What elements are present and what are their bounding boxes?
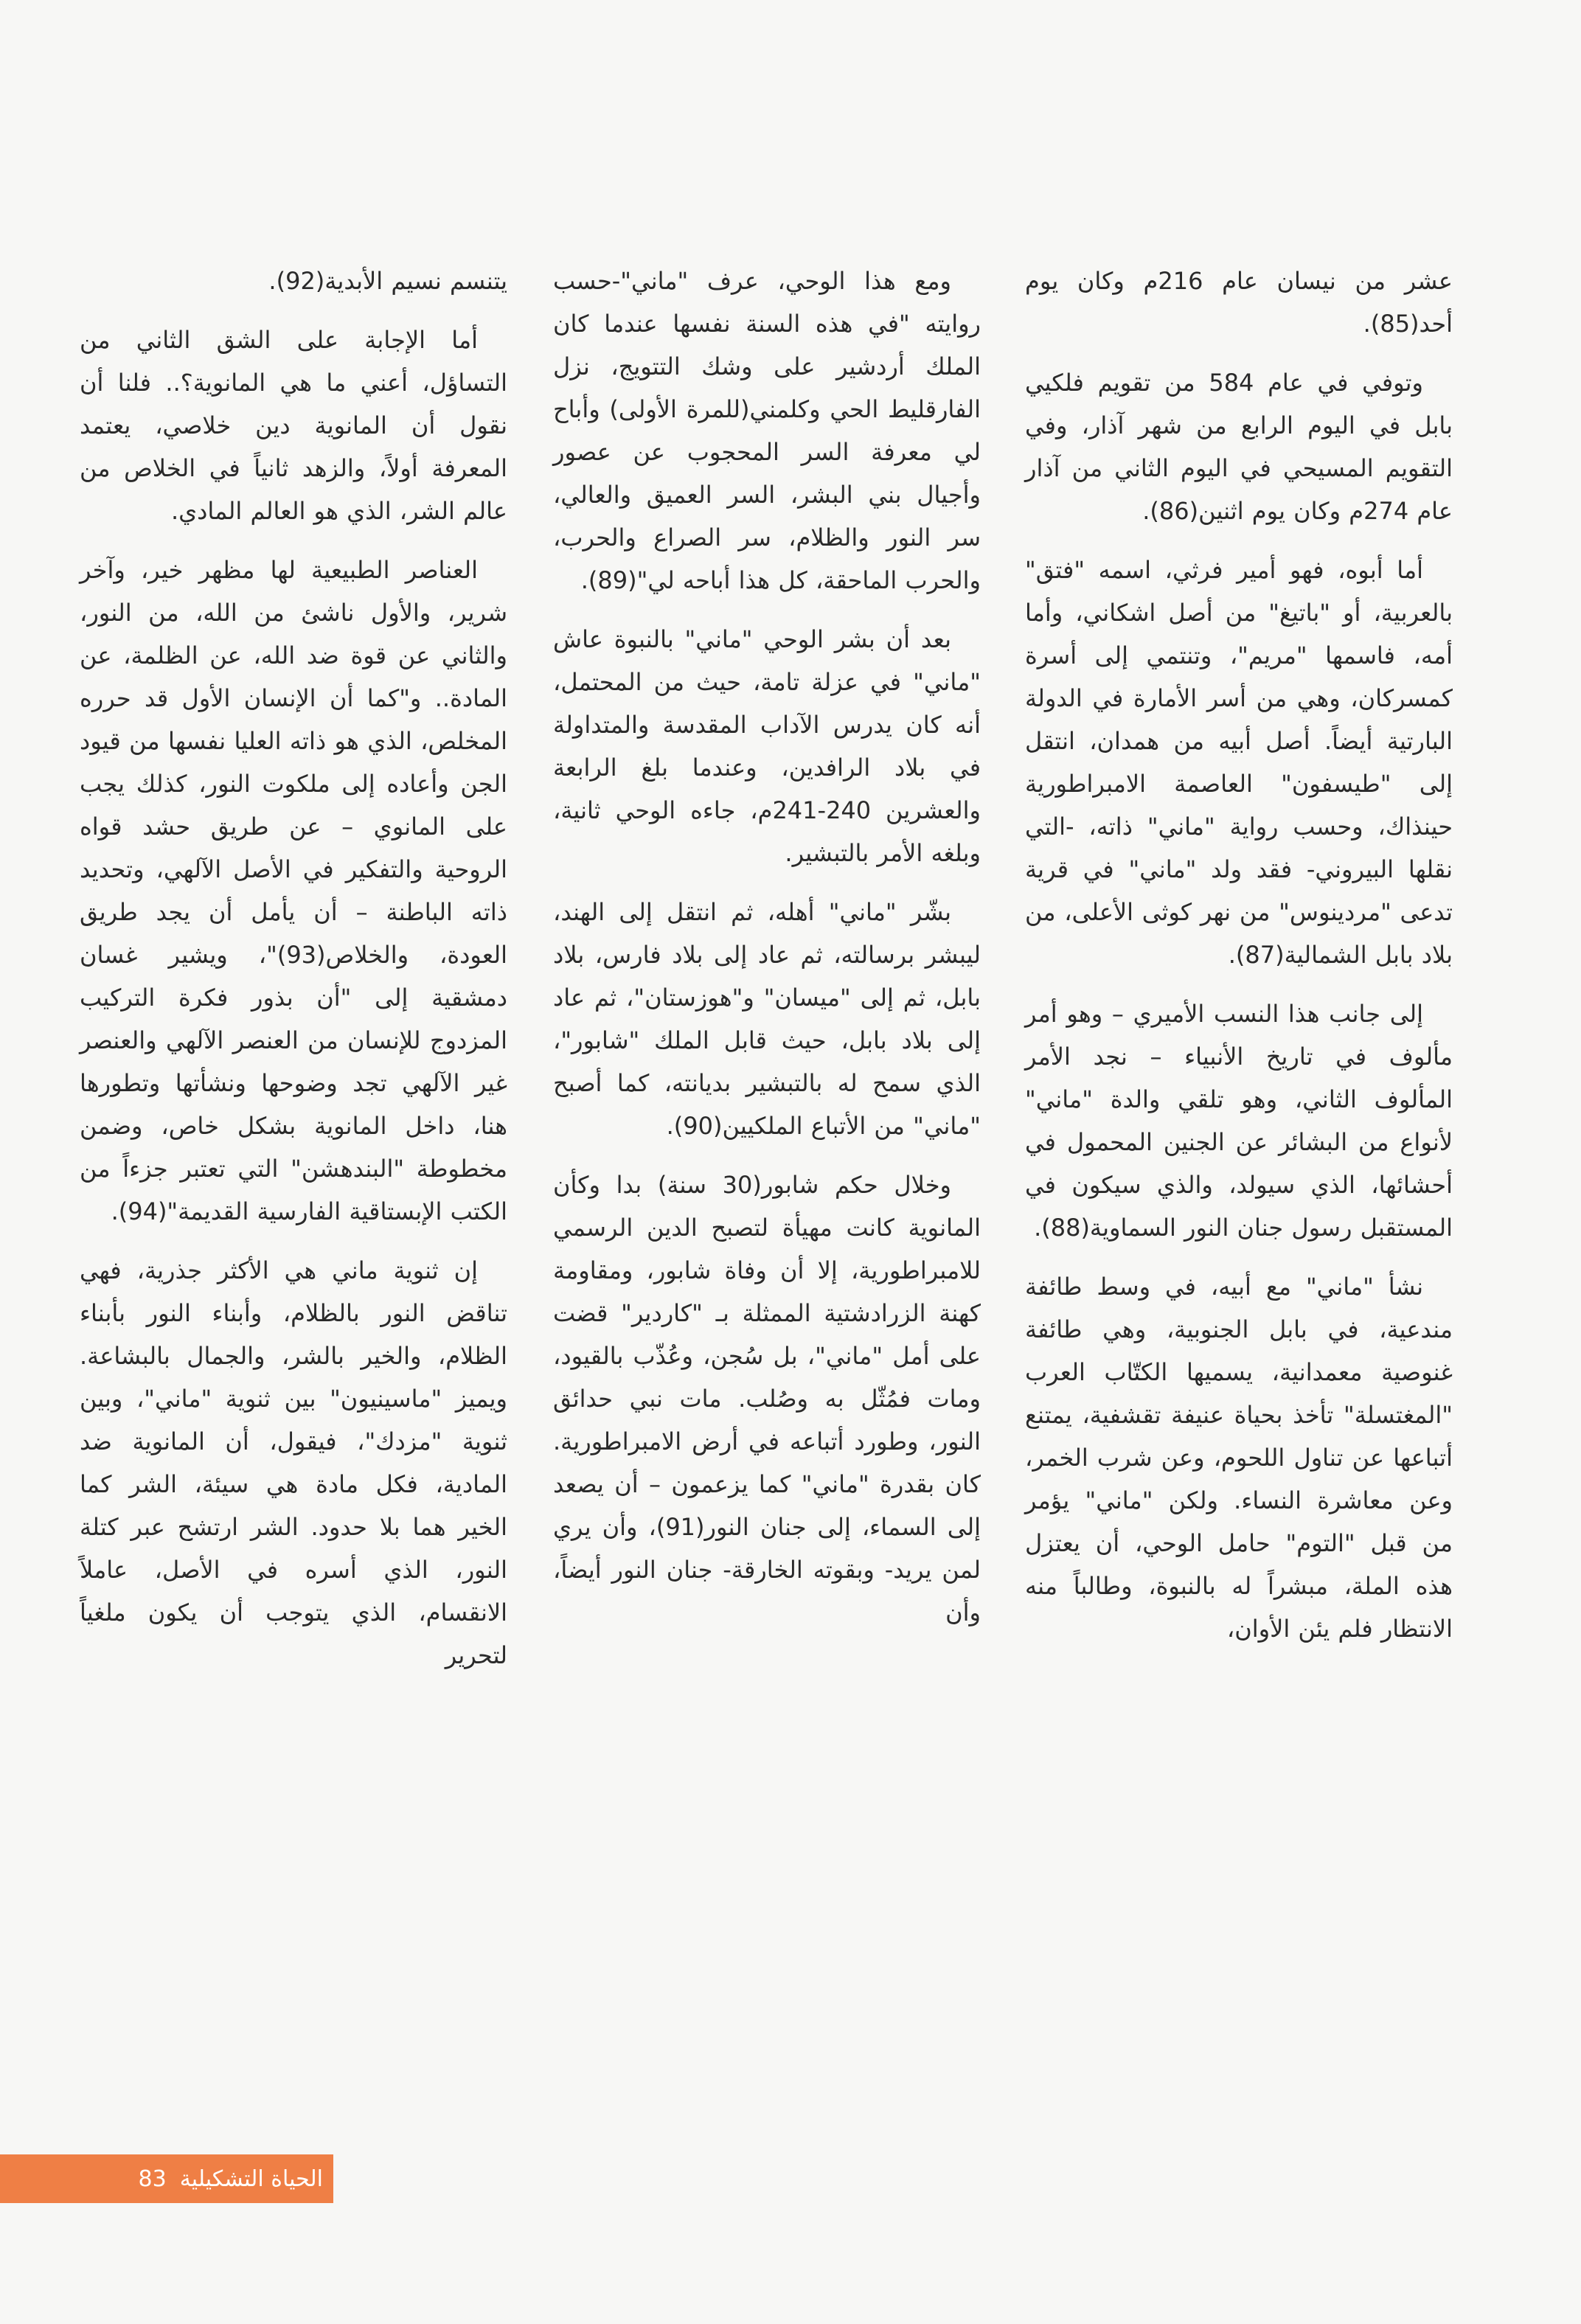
paragraph: نشأ "ماني" مع أبيه، في وسط طائفة مندعية، في بابل الجنوبية، وهي طائفة غنوصية معمدانية، يسميها الكتّاب العرب "المغتسلة" تأخذ بحياة عنيفة تقشفية، يمتنع أتباعها عن تناول اللحوم، وعن شرب الخمر، وعن معاشرة النساء. ولكن "ماني" يؤمر من قبل "التوم" حامل الوحي، أن يعتزل هذه الملة، مبشراً له بالنبوة، وطالباً منه الانتظار فلم يئن الأوان،: [1025, 1273, 1453, 1643]
magazine-title: الحياة التشكيلية: [179, 2165, 323, 2192]
article-column-right: [1025, 260, 1453, 1666]
paragraph: بشّر "ماني" أهله، ثم انتقل إلى الهند، ليبشر برسالته، ثم عاد إلى بلاد فارس، بلاد بابل، ثم إلى "ميسان" و"هوزستان"، ثم عاد إلى بلاد بابل، حيث قابل الملك "شابور"، الذي سمح له بالتبشير بديانته، كما أصبح "ماني" من الأتباع الملكيين(90).: [553, 898, 981, 1140]
paragraph: إن ثنوية ماني هي الأكثر جذرية، فهي تناقض النور بالظلام، وأبناء النور بأبناء الظلام، والخير بالشر، والجمال بالبشاعة. ويميز "ماسينيون" بين ثنوية "ماني"، وبين ثنوية "مزدك"، فيقول، أن المانوية ضد المادية، فكل مادة هي سيئة، الشر كما الخير هما بلا حدود. الشر ارتشح عبر كتلة النور، الذي أسره في الأصل، عاملاً الانقسام، الذي يتوجب أن يكون ملغياً لتحرير: [80, 1256, 507, 1669]
paragraph: يتنسم نسيم الأبدية(92).: [268, 267, 507, 295]
article-column-left: [80, 260, 507, 1693]
paragraph: بعد أن بشر الوحي "ماني" بالنبوة عاش "ماني" في عزلة تامة، حيث من المحتمل، أنه كان يدرس الآداب المقدسة والمتداولة في بلاد الرافدين، وعندما بلغ الرابعة والعشرين 240-241م، جاءه الوحي ثانية، وبلغه الأمر بالتبشير.: [553, 625, 981, 867]
paragraph: ومع هذا الوحي، عرف "ماني"-حسب روايته "في هذه السنة نفسها عندما كان الملك أردشير على وشك التتويج، نزل الفارقليط الحي وكلمني(للمرة الأولى) وأباح لي معرفة السر المحجوب عن عصور وأجيال بني البشر، السر العميق والعالي، سر النور والظلام، سر الصراع والحرب، والحرب الماحقة، كل هذا أباحه لي"(89).: [553, 267, 981, 594]
paragraph: عشر من نيسان عام 216م وكان يوم أحد(85).: [1025, 267, 1453, 338]
article-column-middle: [553, 260, 981, 1650]
paragraph: وتوفي في عام 584 من تقويم فلكيي بابل في اليوم الرابع من شهر آذار، وفي التقويم المسيحي في اليوم الثاني من آذار عام 274م وكان يوم اثنين(86).: [1025, 369, 1453, 525]
paragraph: أما أبوه، فهو أمير فرثي، اسمه "فتق" بالعربية، أو "باتيغ" من أصل اشكاني، وأما أمه، فاسمها "مريم"، وتنتمي إلى أسرة كمسركان، وهي من أسر الأمارة في الدولة البارتية أيضاً. أصل أبيه من همدان، انتقل إلى "طيسفون" العاصمة الامبراطورية حينذاك، وحسب رواية "ماني" ذاته، -التي نقلها البيروني- فقد ولد "ماني" في قرية تدعى "مردينوس" من نهر كوثى الأعلى، من بلاد بابل الشمالية(87).: [1025, 556, 1453, 969]
paragraph: العناصر الطبيعية لها مظهر خير، وآخر شرير، والأول ناشئ من الله، من النور، والثاني عن قوة ضد الله، عن الظلمة، عن المادة.. و"كما أن الإنسان الأول قد حرره المخلص، الذي هو ذاته العليا نفسها من قيود الجن وأعاده إلى ملكوت النور، كذلك يجب على المانوي – عن طريق حشد قواه الروحية والتفكير في الأصل الآلهي، وتحديد ذاته الباطنة – أن يأمل أن يجد طريق العودة، والخلاص(93)"، ويشير غسان دمشقية إلى "أن بذور فكرة التركيب المزدوج للإنسان من العنصر الآلهي والعنصر غير الآلهي تجد وضوحها ونشأتها وتطورها هنا، داخل المانوية بشكل خاص، وضمن مخطوطة "البندهشن" التي تعتبر جزءاً من الكتب الإبستاقية الفارسية القديمة"(94).: [80, 556, 508, 1225]
paragraph: إلى جانب هذا النسب الأميري – وهو أمر مألوف في تاريخ الأنبياء – نجد الأمر المألوف الثاني، وهو تلقي والدة "ماني" لأنواع من البشائر عن الجنين المحمول في أحشائها، الذي سيولد، والذي سيكون في المستقبل رسول جنان النور السماوية(88).: [1025, 1000, 1453, 1242]
page-footer-bar: [0, 2154, 333, 2203]
page-number: 83: [138, 2165, 167, 2192]
paragraph: أما الإجابة على الشق الثاني من التساؤل، أعني ما هي المانوية؟.. فلنا أن نقول أن المانوية دين خلاصي، يعتمد المعرفة أولاً، والزهد ثانياً في الخلاص من عالم الشر، الذي هو العالم المادي.: [80, 326, 507, 525]
paragraph: وخلال حكم شابور(30 سنة) بدا وكأن المانوية كانت مهيأة لتصبح الدين الرسمي للامبراطورية، إلا أن وفاة شابور، ومقاومة كهنة الزرادشتية الممثلة بـ "كاردير" قضت على أمل "ماني"، بل سُجن، وعُذّب بالقيود، ومات فمُثّل به وصُلب. مات نبي حدائق النور، وطورد أتباعه في أرض الامبراطورية. كان بقدرة "ماني" كما يزعمون – أن يصعد إلى السماء، إلى جنان النور(91)، وأن يري لمن يريد- وبقوته الخارقة- جنان النور أيضاً، وأن: [553, 1171, 981, 1627]
